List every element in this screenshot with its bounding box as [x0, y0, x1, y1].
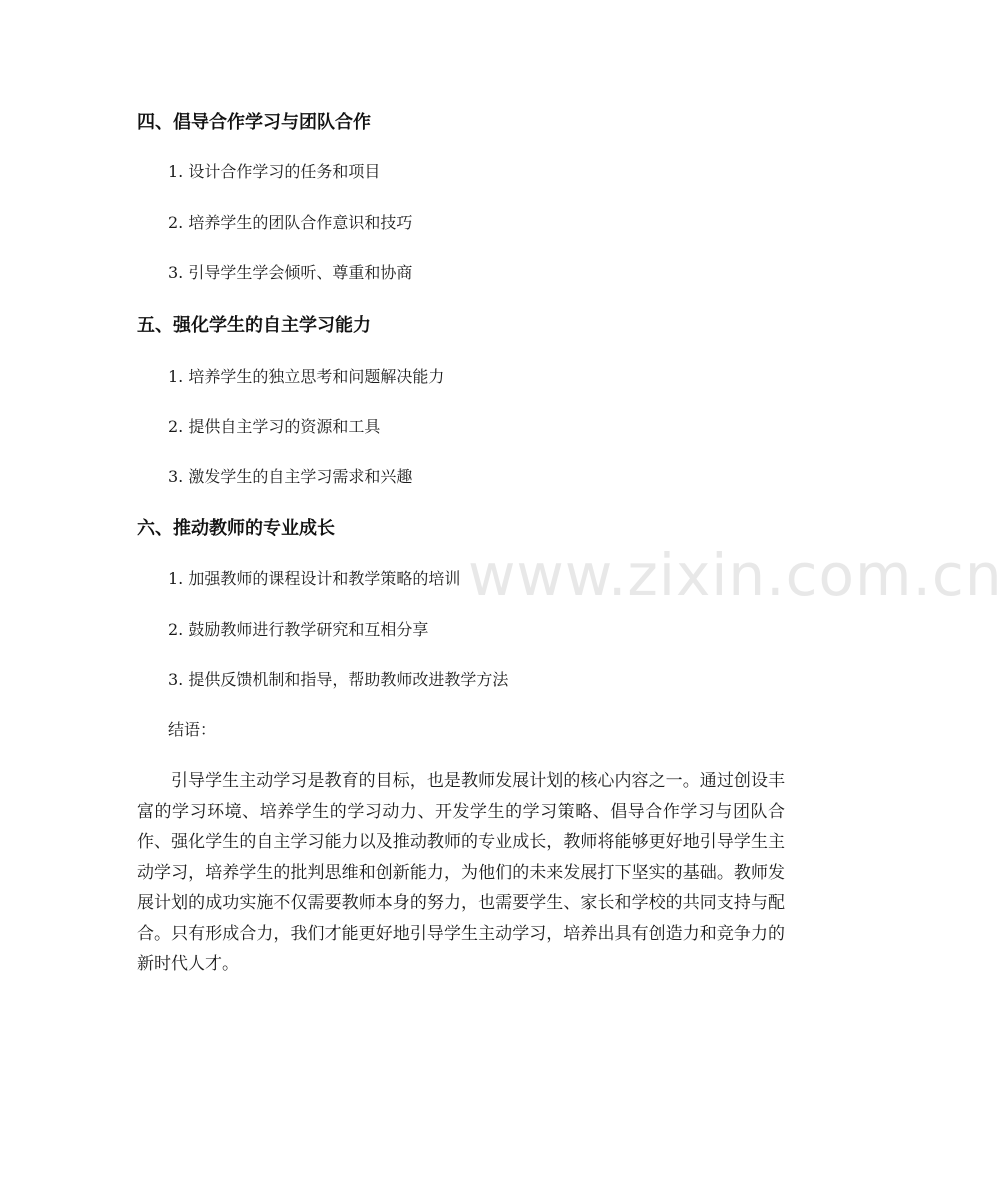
conclusion-label: 结语： — [168, 720, 217, 739]
watermark-text: www.zixin.com.cn — [468, 541, 1003, 609]
list-item: 3. 引导学生学会倾听、尊重和协商 — [168, 263, 413, 282]
list-item: 1. 培养学生的独立思考和问题解决能力 — [168, 367, 445, 386]
section-heading-5: 五、强化学生的自主学习能力 — [137, 315, 371, 336]
list-item: 2. 鼓励教师进行教学研究和互相分享 — [168, 620, 429, 639]
list-item: 1. 加强教师的课程设计和教学策略的培训 — [168, 569, 461, 588]
conclusion-paragraph: 引导学生主动学习是教育的目标，也是教师发展计划的核心内容之一。通过创设丰富的学习环境、培养学生的学习动力、开发学生的学习策略、倡导合作学习与团队合作、强化学生的自主学习能力以及推动教师的专业成长，教师将能够更好地引导学生主动学习，培养学生的批判思维和创新能力，为他们的未来发展打下坚实的基础。教师发展计划的成功实施不仅需要教师本身的努力，也需要学生、家长和学校的共同支持与配合。只有形成合力，我们才能更好地引导学生主动学习，培养出具有创造力和竞争力的新时代人才。 — [137, 771, 785, 974]
list-item: 3. 提供反馈机制和指导，帮助教师改进教学方法 — [168, 670, 509, 689]
list-item: 2. 培养学生的团队合作意识和技巧 — [168, 213, 413, 232]
list-item: 2. 提供自主学习的资源和工具 — [168, 417, 381, 436]
list-item: 3. 激发学生的自主学习需求和兴趣 — [168, 467, 413, 486]
section-heading-6: 六、推动教师的专业成长 — [137, 518, 335, 539]
list-item: 1. 设计合作学习的任务和项目 — [168, 162, 381, 181]
section-heading-4: 四、倡导合作学习与团队合作 — [137, 112, 371, 133]
